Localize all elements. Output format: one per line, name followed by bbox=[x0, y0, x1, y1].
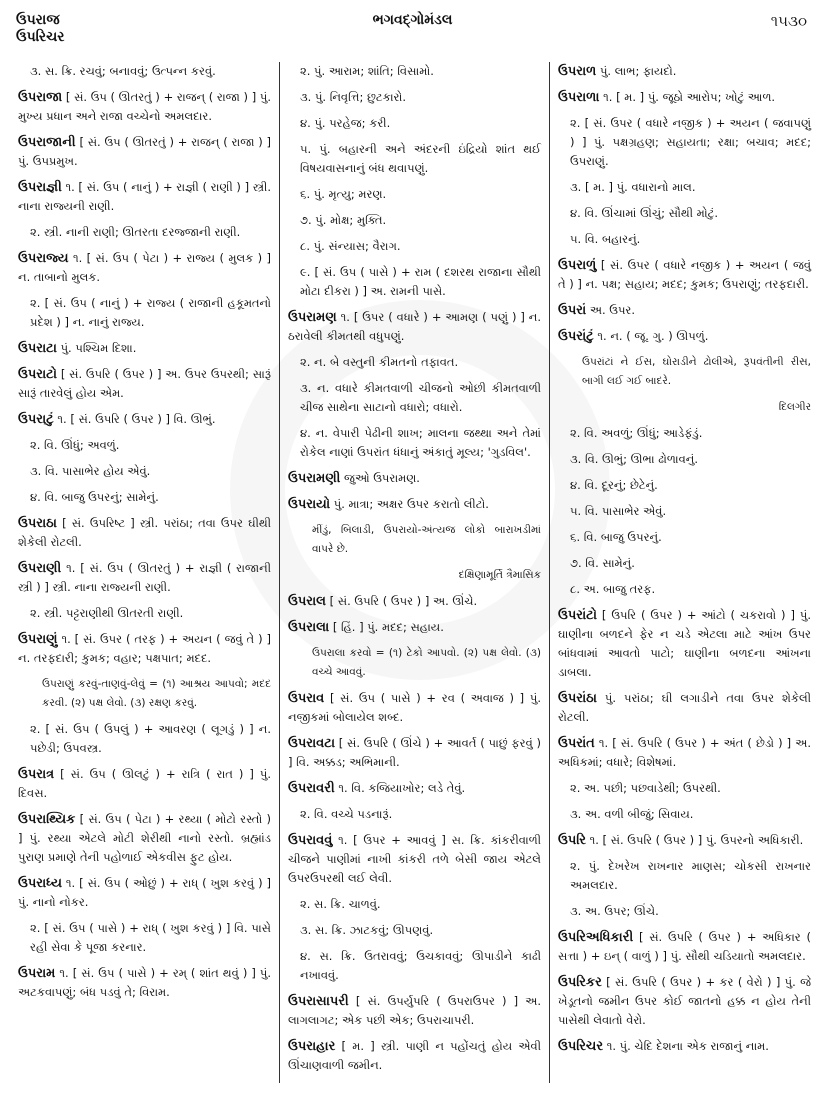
dictionary-entry bbox=[18, 514, 271, 552]
sense-line bbox=[288, 805, 541, 824]
definition-text: ૧. [ મ. ] પું. જૂઠો આરોપ; ખોટું આળ. bbox=[599, 90, 776, 104]
definition-text: [ હિં. ] પું. મદદ; સહાય. bbox=[329, 620, 444, 634]
headword: ઉપરાથ્યિક bbox=[18, 812, 76, 827]
sense-line bbox=[288, 114, 541, 133]
usage-example bbox=[288, 521, 541, 559]
dictionary-entry bbox=[288, 779, 541, 798]
definition-text: દિલગીર bbox=[778, 401, 811, 413]
headword: ઉપરાટું bbox=[18, 412, 54, 427]
definition-text: જુઓ ઉપરામણ. bbox=[340, 471, 420, 485]
dictionary-entry bbox=[558, 689, 811, 727]
dictionary-entry bbox=[288, 734, 541, 772]
definition-text: ૧. પું. ચેદિ દેશના એક રાજાનું નામ. bbox=[603, 1039, 769, 1053]
headword: ઉપરાધ્ય bbox=[18, 876, 62, 891]
definition-text: ૭. પું. મોક્ષ; મુક્તિ. bbox=[300, 213, 387, 227]
definition-text: ૨. [ સં. ઉપ ( ઉપલું ) + આવરણ ( લૂગડું ) ] ન. પછેડી; ઉપવસ્ત્ર. bbox=[30, 722, 271, 755]
guide-word-last: ઉપરિચર bbox=[16, 29, 65, 45]
column-middle bbox=[279, 62, 549, 1083]
sense-line bbox=[558, 857, 811, 895]
sense-line bbox=[18, 436, 271, 455]
dictionary-entry bbox=[18, 410, 271, 429]
definition-text: પું. પશ્ચિમ દિશા. bbox=[56, 341, 137, 355]
sense-line bbox=[288, 379, 541, 417]
sense-line bbox=[288, 947, 541, 985]
dictionary-entry bbox=[288, 1037, 541, 1075]
definition-text: ૪. પું. પરહેજ; કરી. bbox=[300, 116, 391, 130]
guide-word-first: ઉપરાજ bbox=[16, 12, 60, 28]
definition-text: ૪. વિ. ઊંચામાં ઊંચું; સૌથી મોટું. bbox=[570, 206, 719, 220]
headword: ઉપરાજા bbox=[18, 90, 63, 105]
dictionary-entry bbox=[18, 133, 271, 171]
definition-text: ૨. સ. ક્રિ. ચાળવું. bbox=[300, 897, 381, 911]
citation-source bbox=[288, 566, 541, 585]
dictionary-columns bbox=[10, 62, 819, 1083]
definition-text: ૫. વિ. પાસાભેર એવું. bbox=[570, 504, 667, 518]
definition-text: ૩. સ. ક્રિ. ઝાટકવું; ઊપણવું. bbox=[300, 923, 434, 937]
definition-text: ૬. પું. મૃત્યુ; મરણ. bbox=[300, 187, 387, 201]
dictionary-entry bbox=[18, 249, 271, 287]
definition-text: ૩. અ. ઉપર; ઊંચે. bbox=[570, 904, 659, 918]
headword: ઉપરિકર bbox=[558, 975, 602, 990]
headword: ઉપરાંટું bbox=[558, 329, 594, 344]
definition-text: [ સં. ઉપરિ ( ઉપર ) + અધિકાર ( સત્તા ) + ઇન્ ( વાળું ) ] પું. સૌથી ચડિયાતો અમલદાર. bbox=[558, 930, 811, 963]
sense-line bbox=[288, 237, 541, 256]
definition-text: [ સં. ઉપરિ ( ઉપર ) + કર ( વેરો ) ] પું. જે ખેડૂતનો જમીન ઉપર કોઈ જાતનો હક્ક ન હોય તેની પાસેથી લેવાતો વેરો. bbox=[558, 975, 811, 1027]
dictionary-entry bbox=[18, 630, 271, 668]
headword: ઉપરાવવું bbox=[288, 833, 333, 848]
headword: ઉપરાળા bbox=[558, 90, 600, 105]
definition-text: ૩. અ. વળી બીજું; સિવાય. bbox=[570, 807, 694, 821]
definition-text: પું. માત્રા; અક્ષર ઉપર કરાતો લીટો. bbox=[330, 497, 489, 511]
definition-text: ૧. [ સં. ઉપ ( ઊતરતું ) + રાજ્ઞી ( રાજાની સ્ત્રી ) ] સ્ત્રી. નાના રાજ્યની રાણી. bbox=[18, 561, 271, 594]
sense-line bbox=[18, 720, 271, 758]
column-left bbox=[10, 62, 279, 1083]
definition-text: ૨. વિ. ઊંધું; અવળું. bbox=[30, 438, 120, 452]
sense-line bbox=[18, 488, 271, 507]
definition-text: ૨. [ સં. ઉપ ( પાસે ) + રાધ્ ( ખુશ કરવું ) ] વિ. પાસે રહી સેવા કે પૂજા કરનાર. bbox=[30, 921, 271, 954]
sense-line bbox=[558, 476, 811, 495]
sense-line bbox=[288, 895, 541, 914]
sense-line bbox=[18, 294, 271, 332]
headword: ઉપરાંટો bbox=[558, 608, 597, 623]
headword: ઉપરાળ bbox=[558, 64, 597, 79]
headword: ઉપરાટા bbox=[18, 341, 57, 356]
headword: ઉપરાજાની bbox=[18, 135, 76, 150]
sense-line bbox=[558, 528, 811, 547]
headword: ઉપરાવરી bbox=[288, 781, 335, 796]
usage-example bbox=[18, 675, 271, 713]
sense-line bbox=[288, 140, 541, 178]
definition-text: ૪. વિ. બાજુ ઉપરનું; સામેનું. bbox=[30, 490, 159, 504]
sense-line bbox=[558, 230, 811, 249]
dictionary-entry bbox=[558, 928, 811, 966]
sense-line bbox=[558, 178, 811, 197]
sense-line bbox=[18, 223, 271, 242]
definition-text: ૮. અ. બાજુ તરફ. bbox=[570, 582, 656, 596]
definition-text: [ સં. ઉપરિ ( ઉપર ) ] અ. ઊંચે. bbox=[326, 594, 478, 608]
headword: ઉપરાયો bbox=[288, 497, 331, 512]
headword: ઉપરાજ્ઞી bbox=[18, 180, 62, 195]
dictionary-entry bbox=[18, 559, 271, 597]
dictionary-entry bbox=[288, 469, 541, 488]
sense-line bbox=[558, 580, 811, 599]
definition-text: પું. પરાંઠા; ઘી લગાડીને તવા ઉપર શેકેલી રોટલી. bbox=[558, 691, 811, 724]
page-header bbox=[0, 8, 825, 58]
headword: ઉપરાંઠા bbox=[558, 691, 597, 706]
sense-line bbox=[558, 902, 811, 921]
sense-line bbox=[288, 211, 541, 230]
headword: ઉપરાજ્ય bbox=[18, 251, 69, 266]
page-title: ભગવદ્ગોમંડલ bbox=[372, 12, 453, 28]
definition-text: ૨. વિ. વચ્ચે પડનારૂં. bbox=[300, 807, 393, 821]
definition-text: મીંડું, બિલાડી, ઉપરાયો-અંત્યજ લોકો બારાખડીમાં વાપરે છે. bbox=[312, 524, 541, 555]
dictionary-entry bbox=[558, 734, 811, 772]
dictionary-entry bbox=[558, 1037, 811, 1056]
definition-text: [ ઉપરિ ( ઉપર ) + આંટો ( ચકરાવો ) ] પું. ઘાણીના બળદને ફેર ન ચડે એટલા માટે આંખ ઉપર બાંધવામાં આવતો પાટો; ઘાણીના બળદના આંખના ડાબલા. bbox=[558, 608, 811, 679]
definition-text: [ સં. ઉપ ( પાસે ) + રવ ( અવાજ ) ] પું. નજીકમાં બોલાયેલ શબ્દ. bbox=[288, 691, 541, 724]
definition-text: ૯. [ સં. ઉપ ( પાસે ) + રામ ( દશરથ રાજાના સૌથી મોટા દીકરા ) ] અ. રામની પાસે. bbox=[300, 265, 541, 298]
definition-text: ૫. પું. બહારની અને અંદરની ઇંદ્રિયો શાંત થઈ વિષયવાસનાનું બંધ થવાપણું. bbox=[300, 142, 541, 175]
headword: ઉપરામ bbox=[18, 966, 56, 981]
dictionary-entry bbox=[558, 88, 811, 107]
dictionary-entry bbox=[558, 62, 811, 81]
definition-text: ૧. [ ઉપર ( વધારે ) + આમણ ( પણું ) ] ન. ઠરાવેલી કીમતથી વધુપણું. bbox=[288, 310, 541, 343]
headword: ઉપરાત્ર bbox=[18, 767, 55, 782]
usage-example bbox=[288, 644, 541, 682]
dictionary-entry bbox=[18, 88, 271, 126]
sense-line bbox=[18, 462, 271, 481]
dictionary-entry bbox=[558, 973, 811, 1030]
definition-text: ઉપરાલા કરવો = (૧) ટેકો આપવો. (૨) પક્ષ લેવો. (૩) વચ્ચે આવવું. bbox=[312, 647, 541, 678]
definition-text: [ સં. ઉપર્યુપરિ ( ઉપરાઉપર ) ] અ. લાગલાગટ; એક પછી એક; ઉપરાચાપરી. bbox=[288, 994, 541, 1027]
sense-line bbox=[558, 502, 811, 521]
definition-text: ૨. [ સં. ઉપ ( નાનું ) + રાજ્ય ( રાજાની હકૂમતનો પ્રદેશ ) ] ન. નાનું રાજ્ય. bbox=[30, 296, 271, 329]
dictionary-entry bbox=[558, 831, 811, 850]
headword: ઉપરિ bbox=[558, 833, 586, 848]
definition-text: ૪. વિ. દૂરનું; છેટેનું. bbox=[570, 478, 658, 492]
sense-line bbox=[558, 450, 811, 469]
headword: ઉપરાટો bbox=[18, 367, 57, 382]
definition-text: ૧. [ સં. ઉપરિ ( ઉપર ) + અંત ( છેડો ) ] અ. અધિકમાં; વધારે; વિશેષમાં. bbox=[558, 736, 811, 769]
definition-text: ૩. વિ. ઊભું; ઊભા ઢોળાવનું. bbox=[570, 452, 698, 466]
headword: ઉપરાવટા bbox=[288, 736, 336, 751]
dictionary-entry bbox=[18, 765, 271, 803]
headword: ઉપરાણું bbox=[18, 632, 58, 647]
definition-text: [ સં. ઉપ ( ઊતરતું ) + રાજન્ ( રાજા ) ] પું. મુખ્ય પ્રધાન અને રાજા વચ્ચેનો અમલદાર. bbox=[18, 90, 271, 123]
sense-line bbox=[288, 921, 541, 940]
definition-text: ૧. [ સં. ઉપ ( નાનું ) + રાજ્ઞી ( રાણી ) ] સ્ત્રી. નાના રાજ્યની રાણી. bbox=[18, 180, 271, 213]
definition-text: ૨. પું. આરામ; શાંતિ; વિસામો. bbox=[300, 64, 434, 78]
dictionary-entry bbox=[288, 831, 541, 888]
headword: ઉપરાળું bbox=[558, 258, 597, 273]
definition-text: ઉપરાણું કરવું-તાણવું-લેવું = (૧) આશ્રય આપવો; મદદ કરવી. (૨) પક્ષ લેવો. (૩) રક્ષણ કરવું. bbox=[42, 678, 271, 709]
definition-text: ૩. ન. વધારે કીમતવાળી ચીજનો ઓછી કીમતવાળી ચીજ સાથેના સાટાનો વધારો; વધારો. bbox=[300, 381, 541, 414]
sense-line bbox=[558, 554, 811, 573]
sense-line bbox=[18, 919, 271, 957]
definition-text: ૧. [ સં. ઉપ ( પેટા ) + રાજ્ય ( મુલક ) ] ન. તાબાનો મુલક. bbox=[18, 251, 271, 284]
definition-text: ૧. [ સં. ઉપ ( ઓછું ) + રાધ્ ( ખુશ કરવું ) ] પું. નાનો નોકર. bbox=[18, 876, 271, 909]
dictionary-entry bbox=[18, 339, 271, 358]
definition-text: [ સં. ઉપ ( ઊતરતું ) + રાજન્ ( રાજા ) ] પું. ઉપપ્રમુખ. bbox=[18, 135, 271, 168]
headword: ઉપરાં bbox=[558, 303, 587, 318]
definition-text: ૧. [ સં. ઉપર ( તરફ ) + અયન ( જવું તે ) ] ન. તરફદારી; કુમક; વહાર; પક્ષપાત; મદદ. bbox=[18, 632, 271, 665]
definition-text: ૧. [ સં. ઉપરિ ( ઉપર ) ] વિ. ઊભું. bbox=[53, 412, 216, 426]
definition-text: [ સં. ઉપર ( વધારે નજીક ) + અયન ( જવું તે ) ] ન. પક્ષ; સહાય; મદદ; કુમક; ઉપરાણું; તરફદારી. bbox=[558, 258, 811, 291]
definition-text: ૨. સ્ત્રી. નાની રાણી; ઊતરતા દરજ્જાની રાણી. bbox=[30, 225, 241, 239]
sense-line bbox=[288, 62, 541, 81]
headword: ઉપરાણી bbox=[18, 561, 62, 576]
dictionary-entry bbox=[558, 327, 811, 346]
sense-line bbox=[288, 424, 541, 462]
definition-text: [ સં. ઉપરિ ( ઉપર ) ] અ. ઉપર ઉપરથી; સારૂં સારૂં તારવેલું હોય એમ. bbox=[18, 367, 271, 400]
sense-line bbox=[558, 424, 811, 443]
definition-text: પું. લાભ; ફાયદો. bbox=[596, 64, 677, 78]
definition-text: ૫. વિ. બહારનું. bbox=[570, 232, 641, 246]
dictionary-entry bbox=[18, 365, 271, 403]
definition-text: ૨. [ સં. ઉપર ( વધારે નજીક ) + અયન ( જવાપણું ) ] પું. પક્ષગ્રહણ; સહાયતા; રક્ષા; બચાવ; મદદ; ઉપરાણું. bbox=[570, 116, 811, 168]
headword: ઉપરાઠા bbox=[18, 516, 57, 531]
dictionary-entry bbox=[18, 964, 271, 1002]
definition-text: ૩. પું. નિવૃત્તિ; છુટકારો. bbox=[300, 90, 406, 104]
headword: ઉપરિચર bbox=[558, 1039, 604, 1054]
definition-text: ૮. પું. સંન્યાસ; વૈરાગ. bbox=[300, 239, 401, 253]
dictionary-entry bbox=[288, 992, 541, 1030]
definition-text: દક્ષિણામૂર્તિ ત્રૈમાસિક bbox=[458, 569, 541, 581]
sense-line bbox=[18, 604, 271, 623]
dictionary-entry bbox=[18, 178, 271, 216]
headword: ઉપરાહાર bbox=[288, 1039, 336, 1054]
definition-text: ૧. [ ઉપર + આવવું ] સ. ક્રિ. કાંકરીવાળી ચીજને પાણીમાં નાખી કાંકરી તળે બેસી જાય એટલે ઉપરઉપરથી લઈ લેવી. bbox=[288, 833, 541, 885]
definition-text: ૧. વિ. કજિયાખોર; લડે તેવું. bbox=[334, 781, 466, 795]
dictionary-entry bbox=[288, 495, 541, 514]
definition-text: ૩. સ. ક્રિ. રચવું; બનાવવું; ઉત્પન્ન કરવું. bbox=[30, 64, 216, 78]
definition-text: [ સં. ઉપરિ ( ઊંચે ) + આવર્ત ( પાછું ફરવું ) ] વિ. અક્કડ; અભિમાની. bbox=[288, 736, 541, 769]
headword: ઉપરાલ bbox=[288, 594, 326, 609]
sense-line bbox=[558, 204, 811, 223]
usage-example bbox=[558, 353, 811, 391]
definition-text: ૨. ન. બે વસ્તુની કીમતનો તફાવત. bbox=[300, 355, 459, 369]
definition-text: [ સં. ઉપ ( પેટા ) + રથ્યા ( મોટો રસ્તો ) ] પું. રથ્યા એટલે મોટી શેરીથી નાનો રસ્તો. બ્રહ્માંડ પુરાણ પ્રમાણે તેની પહોળાઈ એકવીસ ફુટ હોય. bbox=[18, 812, 271, 864]
headword: ઉપરાસાપરી bbox=[288, 994, 349, 1009]
definition-text: [ સં. ઉપ ( ઊલટું ) + રાત્રિ ( રાત ) ] પું. દિવસ. bbox=[18, 767, 271, 800]
definition-text: ૧. [ સં. ઉપરિ ( ઉપર ) ] પું. ઉપરનો અધિકારી. bbox=[585, 833, 804, 847]
headword: ઉપરાંત bbox=[558, 736, 595, 751]
dictionary-entry bbox=[288, 689, 541, 727]
dictionary-entry bbox=[558, 301, 811, 320]
sense-line bbox=[558, 805, 811, 824]
dictionary-entry bbox=[558, 256, 811, 294]
definition-text: [ મ. ] સ્ત્રી. પાણી ન પહોંચતું હોય એવી ઊંચાણવાળી જમીન. bbox=[288, 1039, 541, 1072]
definition-text: ૪. સ. ક્રિ. ઉતરાવવું; ઉચકાવવું; ઊપાડીને કાઢી નખાવવું. bbox=[300, 949, 541, 982]
headword: ઉપરાલા bbox=[288, 620, 330, 635]
sense-line bbox=[288, 263, 541, 301]
sense-line bbox=[288, 185, 541, 204]
definition-text: અ. ઉપર. bbox=[586, 303, 636, 317]
dictionary-entry bbox=[288, 592, 541, 611]
definition-text: ૧. [ સં. ઉપ ( પાસે ) + રમ્ ( શાંત થવું ) ] પું. અટકવાપણું; બંધ પડવું તે; વિરામ. bbox=[18, 966, 271, 999]
definition-text: ૨. અ. પછી; પછવાડેથી; ઉપરથી. bbox=[570, 781, 721, 795]
dictionary-entry bbox=[18, 874, 271, 912]
headword: ઉપરામણી bbox=[288, 471, 341, 486]
headword: ઉપરામણ bbox=[288, 310, 337, 325]
sense-line bbox=[18, 62, 271, 81]
definition-text: ઉપરાંટાં ને ઈસ, ઘોરાડીને ઢોલીએ, રૂપવંતીની રીસ, બાગી લઈ ગઈ બાદરે. bbox=[582, 356, 811, 387]
definition-text: ૭. વિ. સામેનું. bbox=[570, 556, 635, 570]
definition-text: ૬. વિ. બાજુ ઉપરનું. bbox=[570, 530, 662, 544]
sense-line bbox=[288, 88, 541, 107]
sense-line bbox=[558, 779, 811, 798]
definition-text: [ સં. ઉપરિષ્ટ ] સ્ત્રી. પરાંઠા; તવા ઉપર ઘીથી શેકેલી રોટલી. bbox=[18, 516, 271, 549]
definition-text: ૨. પું. દેખરેખ રાખનાર માણસ; ચોકસી રાખનાર અમલદાર. bbox=[570, 859, 811, 892]
headword: ઉપરાવ bbox=[288, 691, 325, 706]
definition-text: ૨. સ્ત્રી. પટ્ટરાણીથી ઊતરતી રાણી. bbox=[30, 606, 184, 620]
dictionary-entry bbox=[288, 618, 541, 637]
definition-text: ૩. વિ. પાસાભેર હોય એવું. bbox=[30, 464, 151, 478]
dictionary-entry bbox=[18, 810, 271, 867]
page-number: ૧૫૩૦ bbox=[770, 12, 807, 30]
definition-text: ૪. ન. વેપારી પેઢીની શાખ; માલના જથ્થા અને તેમાં રોકેલ નાણાં ઉપરાંત ધંધાનું અંકાતું મૂલ્ય; 'ગુડવિલ'. bbox=[300, 426, 541, 459]
sense-line bbox=[558, 114, 811, 171]
sense-line bbox=[288, 353, 541, 372]
dictionary-entry bbox=[288, 308, 541, 346]
headword: ઉપરિઅધિકારી bbox=[558, 930, 634, 945]
column-right bbox=[549, 62, 819, 1083]
definition-text: ૩. [ મ. ] પું. વધારાનો માલ. bbox=[570, 180, 696, 194]
dictionary-entry bbox=[558, 606, 811, 682]
citation-source bbox=[558, 398, 811, 417]
definition-text: ૧. ન. ( જૂ. ગુ. ) ઊપળું. bbox=[593, 329, 709, 343]
definition-text: ૨. વિ. અવળું; ઊંધું; આડેફંડું. bbox=[570, 426, 703, 440]
